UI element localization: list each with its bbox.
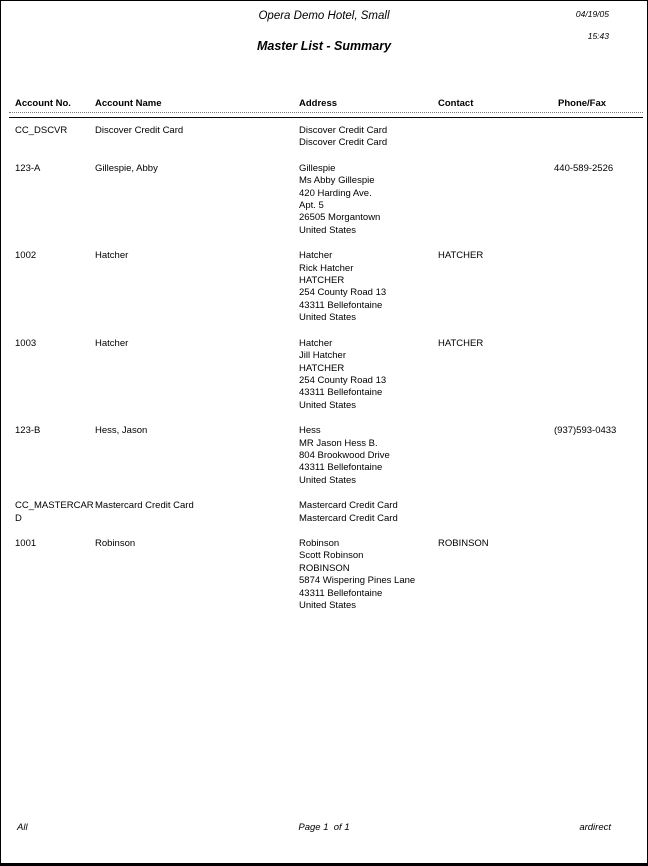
column-header-address: Address	[299, 98, 338, 109]
cell-address	[299, 125, 438, 150]
cell-account-no: CC_MASTERCARD	[15, 500, 94, 524]
cell-account-no: 1003	[15, 337, 37, 349]
cell-address	[299, 250, 438, 324]
table-row	[9, 338, 643, 412]
address-line: Rick Hatcher	[299, 262, 354, 274]
table-row	[9, 500, 643, 525]
address-line: Discover Credit Card	[299, 137, 388, 149]
address-line: 43311 Bellefontaine	[299, 387, 383, 399]
cell-address	[299, 538, 438, 612]
cell-contact	[438, 125, 554, 150]
cell-phone-fax	[554, 538, 639, 612]
address-line: MR Jason Hess B.	[299, 437, 378, 449]
cell-contact	[438, 500, 554, 525]
address-line: 43311 Bellefontaine	[299, 299, 383, 311]
cell-address	[299, 425, 438, 487]
column-header-account-name: Account Name	[95, 98, 162, 109]
address-line: Ms Abby Gillespie	[299, 175, 375, 187]
cell-account-name: Discover Credit Card	[95, 125, 184, 136]
cell-contact	[438, 163, 554, 237]
address-line: 26505 Morgantown	[299, 212, 381, 224]
address-line: Mastercard Credit Card	[299, 500, 398, 512]
column-header-account-no: Account No.	[15, 98, 71, 109]
address-line: 43311 Bellefontaine	[299, 587, 383, 599]
cell-account-name: Mastercard Credit Card	[95, 500, 194, 512]
address-line: Discover Credit Card	[299, 125, 388, 136]
address-line: Hatcher	[299, 337, 333, 349]
cell-account-no: 123-A	[15, 162, 41, 174]
table-body	[9, 125, 643, 612]
table-row	[9, 250, 643, 324]
cell-phone-fax	[554, 250, 639, 324]
address-line: United States	[299, 399, 357, 411]
cell-account-name: Robinson	[95, 537, 136, 549]
cell-address	[299, 500, 438, 525]
page-title: Master List - Summary	[256, 39, 392, 53]
address-line: HATCHER	[299, 275, 345, 287]
address-line: Hess	[299, 425, 321, 437]
cell-account-name: Gillespie, Abby	[95, 162, 158, 174]
address-line: Scott Robinson	[299, 550, 364, 562]
address-line: ROBINSON	[299, 562, 350, 574]
address-line: United States	[299, 600, 357, 611]
address-line: 420 Harding Ave.	[299, 187, 372, 199]
table-row	[9, 538, 643, 612]
table-row	[9, 125, 643, 150]
address-line: United States	[299, 224, 357, 236]
cell-contact	[438, 425, 554, 487]
address-line: Mastercard Credit Card	[299, 512, 398, 524]
table-row	[9, 163, 643, 237]
address-line: United States	[299, 312, 357, 324]
cell-account-name: Hatcher	[95, 337, 129, 349]
table-header-row	[9, 98, 643, 113]
address-line: 5874 Wispering Pines Lane	[299, 575, 416, 587]
address-line: 43311 Bellefontaine	[299, 462, 383, 474]
cell-contact: HATCHER	[438, 337, 484, 349]
address-line: 254 County Road 13	[299, 374, 387, 386]
cell-phone-fax: (937)593-0433	[554, 425, 617, 437]
address-line: Apt. 5	[299, 200, 324, 212]
cell-account-no: 1001	[15, 537, 37, 549]
cell-phone-fax: 440-589-2526	[554, 162, 614, 174]
cell-address	[299, 338, 438, 412]
report-time: 15:43	[587, 31, 609, 41]
cell-account-name: Hess, Jason	[95, 425, 148, 437]
address-line: 254 County Road 13	[299, 287, 387, 299]
footer-page-number: Page 1 of 1	[298, 822, 350, 833]
address-line: Hatcher	[299, 250, 333, 262]
cell-phone-fax	[554, 338, 639, 412]
accounts-table	[9, 98, 643, 625]
cell-account-name: Hatcher	[95, 250, 129, 262]
header-rule	[9, 115, 643, 118]
column-header-phone-fax: Phone/Fax	[558, 98, 607, 109]
cell-account-no: CC_DSCVR	[15, 125, 68, 136]
cell-address	[299, 163, 438, 237]
footer-filter: All	[17, 822, 28, 833]
address-line: Robinson	[299, 537, 340, 549]
table-row	[9, 425, 643, 487]
column-header-contact: Contact	[438, 98, 474, 109]
cell-phone-fax	[554, 125, 639, 150]
hotel-name: Opera Demo Hotel, Small	[258, 10, 390, 22]
report-date: 04/19/05	[575, 9, 609, 19]
address-line: Jill Hatcher	[299, 350, 346, 362]
address-line: 804 Brookwood Drive	[299, 449, 390, 461]
address-line: Gillespie	[299, 162, 336, 174]
cell-account-no: 1002	[15, 250, 37, 262]
cell-account-no: 123-B	[15, 425, 41, 437]
address-line: HATCHER	[299, 362, 345, 374]
footer-report-id: ardirect	[579, 822, 611, 833]
address-line: United States	[299, 474, 357, 486]
cell-contact: ROBINSON	[438, 537, 489, 549]
cell-contact: HATCHER	[438, 250, 484, 262]
cell-phone-fax	[554, 500, 639, 525]
